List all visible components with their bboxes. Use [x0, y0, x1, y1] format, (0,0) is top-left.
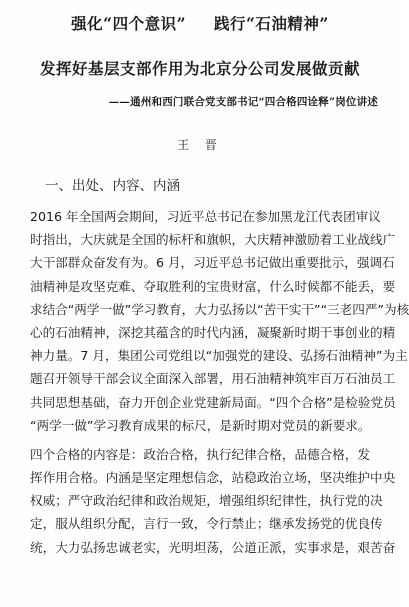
section-heading: 一、出处、内容、内涵: [45, 178, 180, 194]
title-phrase-left: 强化“四个意识”: [71, 14, 186, 33]
paragraph-line: 题召开领导干部会议全面深入部署，用石油精神筑牢百万石油员工: [30, 371, 396, 387]
paragraph-line: 心的石油精神，深挖其蕴含的时代内涵，凝聚新时期干事创业的精: [30, 324, 396, 340]
paragraph-line: 神力量。7 月，集团公司党组以“加强党的建设、弘扬石油精神”为主: [30, 348, 408, 364]
paragraph: [30, 205, 409, 437]
paragraph-line: 权威；严守政治纪律和政治规矩，增强组织纪律性，执行党的决: [30, 493, 383, 509]
paragraph-line: 求结合“两学一做”学习教育，大力弘扬以“苦干实干”“三老四严”为核: [30, 301, 409, 317]
paragraph-line: “两学一做”学习教育成果的标尺，是新时期对党员的新要求。: [30, 417, 371, 433]
paragraph-line: 四个合格的内容是：政治合格，执行纪律合格，品德合格，发: [30, 446, 371, 462]
title-phrase-right: 践行“石油精神”: [214, 14, 329, 33]
paragraph-line: 定，服从组织分配，言行一致，令行禁止；继承发扬党的优良传: [30, 516, 383, 532]
paragraph-line: 共同思想基础，奋力开创企业党建新局面。“四个合格”是检验党员: [30, 394, 396, 410]
paragraph-line: 统，大力弘扬忠诚老实，光明坦荡，公道正派，实事求是，艰苦奋: [30, 539, 396, 555]
paragraph-line: 时指出，大庆就是全国的标杆和旗帜，大庆精神激励着工业战线广: [30, 232, 396, 248]
paragraph-line: 挥作用合格。内涵是坚定理想信念，站稳政治立场，坚决维护中央: [30, 470, 396, 486]
paragraph-line: 2016 年全国两会期间，习近平总书记在参加黑龙江代表团审议: [30, 209, 381, 224]
document-author: 王 晋: [177, 138, 223, 152]
paragraph-line: 大干部群众奋发有为。6 月，习近平总书记做出重要批示，强调石: [30, 255, 395, 271]
document-title-line-1: [0, 12, 400, 34]
document-subtitle: ——通州和西门联合党支部书记“四合格四诠释”岗位讲述: [108, 96, 378, 108]
paragraph: [30, 443, 396, 559]
document-body: [30, 205, 409, 559]
document-title-line-2: 发挥好基层支部作用为北京分公司发展做贡献: [39, 59, 360, 78]
paragraph-line: 油精神是攻坚克难、夺取胜利的宝贵财富，什么时候都不能丢，要: [30, 278, 396, 294]
